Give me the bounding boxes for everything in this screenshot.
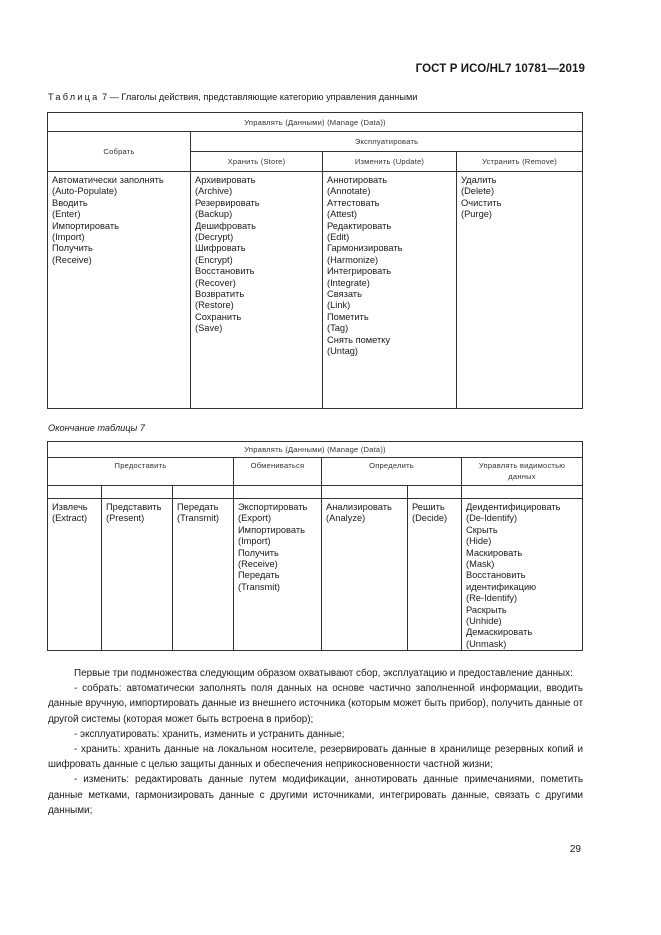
body-paragraph: - собрать: автоматически заполнять поля данных на основе частично заполненной информации, вводить данные вручную, импортировать данные из внешнего источника (которым может быть прибор), получить данные от другой системы (которая может быть встроена в прибор); [48,683,583,725]
verb-line: Сохранить [195,311,242,322]
verb-line: Скрыть [466,524,498,535]
verb-line: Восстановить [466,570,526,581]
verb-line: Передать [238,570,280,581]
table-caption-label: Таблица [48,92,100,102]
manage-data-table-continued [47,441,583,651]
remove-header: Устранить (Remove) [457,152,583,172]
verb-line: Получить [52,243,93,254]
verb-line: (Unmask) [466,638,507,649]
document-standard-header: ГОСТ Р ИСО/HL7 10781—2019 [415,63,585,75]
update-verbs-cell [323,172,457,409]
visibility-header-line-2: данных [508,472,536,481]
verb-line: Представить [106,502,162,512]
verb-line: Снять пометку [327,334,391,345]
verb-line: (Enter) [52,209,81,220]
verb-line: (Decide) [412,513,448,524]
verb-line: Очистить [461,197,502,208]
extract-verbs-cell [48,499,102,651]
verb-line: идентификацию [466,581,537,592]
verb-line: (Harmonize) [327,254,379,265]
verb-line: (Save) [195,323,223,334]
verb-line: (Unhide) [466,616,502,627]
verb-line: (Decrypt) [195,232,234,243]
decide-verbs-cell [408,499,462,651]
body-paragraph: Первые три подмножества следующим образом охватывают сбор, эксплуатацию и предоставление данных: [74,668,573,679]
verb-line: Архивировать [195,175,256,185]
verb-line: Возвратить [195,289,245,300]
verb-line: (Re-Identify) [466,593,518,604]
verb-line: Вводить [52,197,88,208]
verb-line: Аттестовать [327,197,380,208]
verb-line: (Receive) [52,254,92,265]
body-text [48,666,583,818]
verb-line: (Edit) [327,232,350,243]
determine-header: Определить [322,458,462,486]
manage-data-header-continued: Управлять (Данными) (Manage (Data)) [48,442,583,458]
verb-line: Импортировать [52,220,119,231]
verb-line: Восстановить [195,266,255,277]
table-caption-text: 7 — Глаголы действия, представляющие категорию управления данными [99,92,418,102]
manage-data-header: Управлять (Данными) (Manage (Data)) [48,113,583,132]
verb-line: (Present) [106,513,145,524]
verb-line: Раскрыть [466,604,507,615]
body-paragraph: - изменить: редактировать данные путем модификации, аннотировать данные примечаниями, пометить данные метками, гармонизировать данные с другими источниками, интегрировать данные, связать с другими данными; [48,774,583,816]
verb-line: (Mask) [466,559,495,570]
verb-line: Аннотировать [327,175,388,185]
verb-line: (Encrypt) [195,254,233,265]
verb-line: Маскировать [466,547,523,558]
verb-line: Передать [177,502,219,512]
verb-line: Демаскировать [466,627,533,638]
transmit-verbs-cell [173,499,234,651]
store-header: Хранить (Store) [191,152,323,172]
verb-line: Шифровать [195,243,246,254]
verb-line: Пометить [327,311,369,322]
table-caption [48,92,417,102]
exchange-verbs-cell [234,499,322,651]
verb-line: Удалить [461,175,497,185]
verb-line: Гармонизировать [327,243,403,254]
verb-line: Экспортировать [238,502,308,512]
collect-verbs-cell [48,172,191,409]
verb-line: (Import) [238,536,271,547]
page-number: 29 [569,844,581,855]
verb-line: Интегрировать [327,266,392,277]
verb-line: Дешифровать [195,220,257,231]
verb-line: Импортировать [238,524,305,535]
verb-line: (Extract) [52,513,88,524]
verb-line: Деидентифицировать [466,502,561,512]
verb-line: Автоматически заполнять [52,175,164,185]
verb-line: (Delete) [461,186,495,197]
verb-line: (De-Identify) [466,513,518,524]
verb-line: (Hide) [466,536,492,547]
manage-data-table [47,112,583,409]
analyze-verbs-cell [322,499,408,651]
verb-line: Извлечь [52,502,88,512]
verb-line: Резервировать [195,197,260,208]
verb-line: (Purge) [461,209,493,220]
visibility-header [462,458,583,486]
body-paragraph: - хранить: хранить данные на локальном носителе, резервировать данные в хранилище резервных копий и шифровать данные с целью защиты данных и обеспечения неприкосновенности частной жизни; [48,744,583,771]
update-header: Изменить (Update) [323,152,457,172]
body-paragraph: - эксплуатировать: хранить, изменить и устранить данные; [74,728,345,740]
verb-line: (Transmit) [238,581,281,592]
verb-line: (Archive) [195,186,233,197]
store-verbs-cell [191,172,323,409]
verb-line: Решить [412,502,445,512]
verb-line: (Transmit) [177,513,220,524]
verb-line: (Import) [52,232,85,243]
verb-line: (Link) [327,300,351,311]
verb-line: (Analyze) [326,513,366,524]
verb-line: (Recover) [195,277,236,288]
verb-line: (Tag) [327,323,349,334]
verb-line: (Annotate) [327,186,371,197]
remove-verbs-cell [457,172,583,409]
visibility-header-line-1: Управлять видимостью [478,461,566,470]
present-verbs-cell [102,499,173,651]
verb-line: (Auto-Populate) [52,186,118,197]
verb-line: Получить [238,547,279,558]
verb-line: (Backup) [195,209,233,220]
table-continuation-label: Окончание таблицы 7 [48,423,145,433]
visibility-verbs-cell [462,499,583,651]
present-header: Предоставить [48,458,234,486]
verb-line: (Restore) [195,300,234,311]
verb-line: (Export) [238,513,272,524]
verb-line: (Receive) [238,559,278,570]
collect-header: Собрать [48,132,191,172]
verb-line: (Attest) [327,209,357,220]
verb-line: Редактировать [327,220,392,231]
operate-header: Эксплуатировать [191,132,583,152]
verb-line: (Untag) [327,346,359,357]
verb-line: (Integrate) [327,277,370,288]
verb-line: Анализировать [326,502,392,512]
verb-line: Связать [327,289,362,300]
exchange-header: Обмениваться [234,458,322,486]
